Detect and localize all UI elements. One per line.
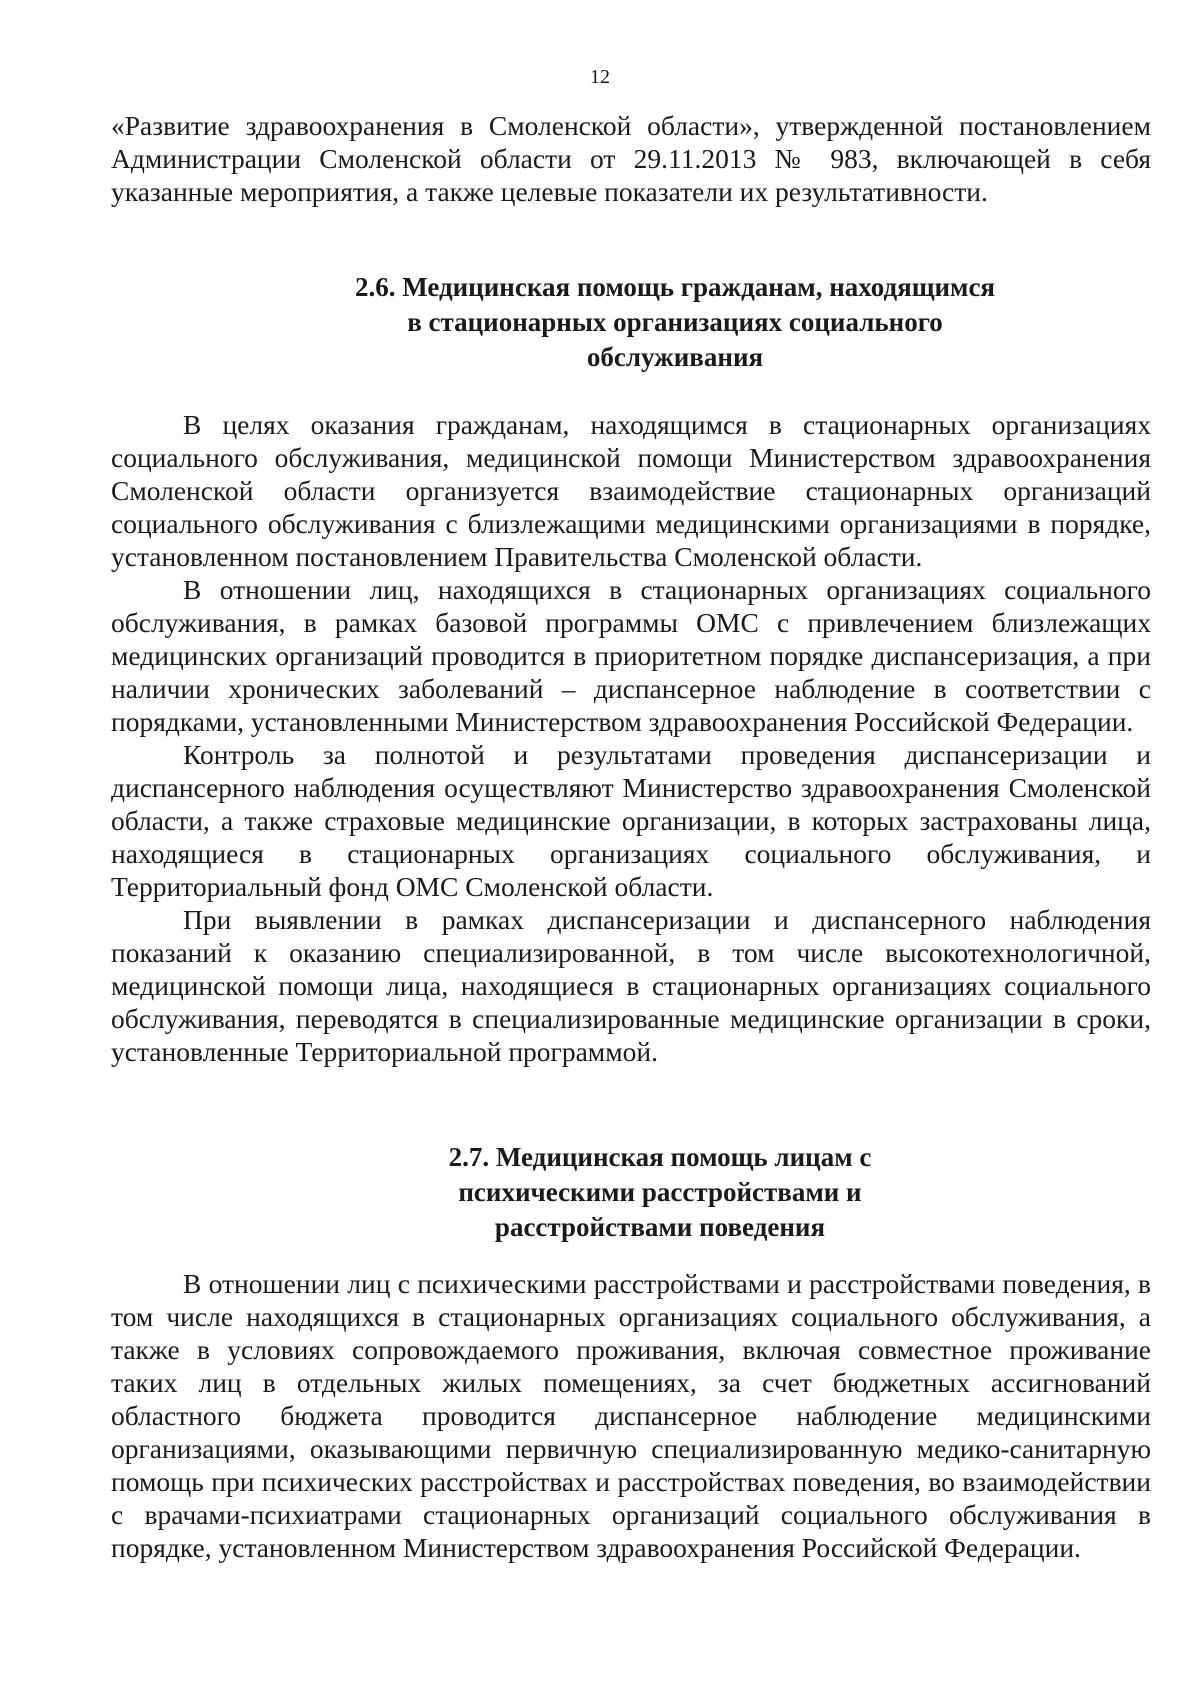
intro-block <box>111 109 1151 208</box>
section-2-6-heading-line: обслуживания <box>586 342 764 372</box>
section-2-7-heading-line: расстройствами поведения <box>494 1212 826 1242</box>
section-2-6-heading-line: в стационарных организациях социального <box>407 307 943 337</box>
intro-paragraph: «Развитие здравоохранения в Смоленской области», утвержденной постановлением Администрации Смоленской области от 29.11.2013 № 983, включающей в себя указанные мероприятия, а также целевые показатели их результативности. <box>111 110 1151 207</box>
section-2-6-heading <box>225 270 1125 375</box>
section-2-7-heading-line: психическими расстройствами и <box>458 1177 862 1207</box>
page-number: 12 <box>590 66 610 88</box>
section-2-6-paragraph: В отношении лиц, находящихся в стационарных организациях социального обслуживания, в рамках базовой программы ОМС с привлечением близлежащих медицинских организаций проводится в приоритетном порядке диспансеризация, а при наличии хронических заболеваний – диспансерное наблюдение в соответствии с порядками, установленными Министерством здравоохранения Российской Федерации. <box>111 574 1151 737</box>
section-2-6-body <box>111 408 1151 1068</box>
section-2-6-paragraph: В целях оказания гражданам, находящимся в стационарных организациях социального обслуживания, медицинской помощи Министерством здравоохранения Смоленской области организуется взаимодействие стационарных организаций социального обслуживания с близлежащими медицинскими организациями в порядке, установленном постановлением Правительства Смоленской области. <box>111 409 1151 572</box>
section-2-6-paragraph: При выявлении в рамках диспансеризации и диспансерного наблюдения показаний к оказанию специализированной, в том числе высокотехнологичной, медицинской помощи лица, находящиеся в стационарных организациях социального обслуживания, переводятся в специализированные медицинские организации в сроки, установленные Территориальной программой. <box>111 904 1151 1067</box>
section-2-7-body <box>111 1267 1151 1564</box>
section-2-6-paragraph: Контроль за полнотой и результатами проведения диспансеризации и диспансерного наблюдения осуществляют Министерство здравоохранения Смоленской области, а также страховые медицинские организации, в которых застрахованы лица, находящиеся в стационарных организациях социального обслуживания, и Территориальный фонд ОМС Смоленской области. <box>111 739 1151 902</box>
section-2-6-heading-line: 2.6. Медицинская помощь гражданам, находящимся <box>354 272 996 302</box>
section-2-7-heading-line: 2.7. Медицинская помощь лицам с <box>448 1142 872 1172</box>
section-2-7-heading <box>360 1140 960 1245</box>
section-2-7-paragraph: В отношении лиц с психическими расстройствами и расстройствами поведения, в том числе находящихся в стационарных организациях социального обслуживания, а также в условиях сопровождаемого проживания, включая совместное проживание таких лиц в отдельных жилых помещениях, за счет бюджетных ассигнований областного бюджета проводится диспансерное наблюдение медицинскими организациями, оказывающими первичную специализированную медико-санитарную помощь при психических расстройствах и расстройствах поведения, во взаимодействии с врачами-психиатрами стационарных организаций социального обслуживания в порядке, установленном Министерством здравоохранения Российской Федерации. <box>111 1268 1151 1563</box>
